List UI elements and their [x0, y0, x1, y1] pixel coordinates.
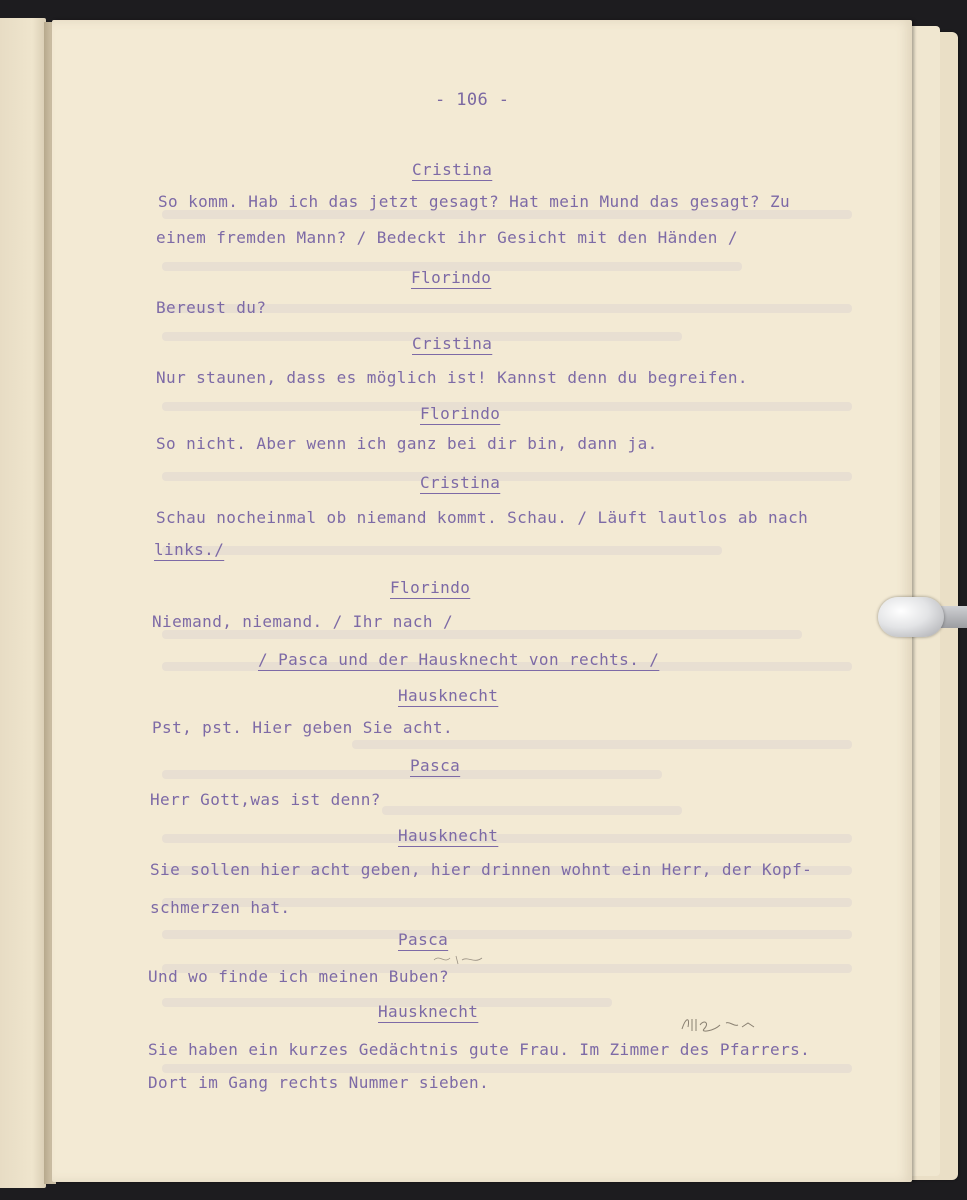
speaker-name: Florindo: [411, 268, 492, 287]
speaker-name: Pasca: [410, 756, 461, 775]
paper-clip: [878, 597, 967, 637]
facing-page-edge: [0, 18, 46, 1188]
pencil-annotation: [432, 952, 484, 966]
dialogue-line: einem fremden Mann? / Bedeckt ihr Gesicht mit den Händen /: [156, 228, 738, 247]
speaker-name: Cristina: [420, 473, 501, 492]
dialogue-line: Sie sollen hier acht geben, hier drinnen wohnt ein Herr, der Kopf-: [150, 860, 813, 879]
dialogue-line: links./: [154, 540, 225, 559]
speaker-name: Hausknecht: [398, 826, 499, 845]
dialogue-line: Bereust du?: [156, 298, 267, 317]
speaker-name: Hausknecht: [378, 1002, 479, 1021]
speaker-name: Cristina: [412, 160, 493, 179]
speaker-name: Pasca: [398, 930, 449, 949]
dialogue-line: Schau nocheinmal ob niemand kommt. Schau. / Läuft lautlos ab nach: [156, 508, 809, 527]
dialogue-line: schmerzen hat.: [150, 898, 291, 917]
dialogue-line: Pst, pst. Hier geben Sie acht.: [152, 718, 453, 737]
speaker-name: Hausknecht: [398, 686, 499, 705]
dialogue-line: Dort im Gang rechts Nummer sieben.: [148, 1073, 490, 1092]
dialogue-line: Und wo finde ich meinen Buben?: [148, 967, 449, 986]
dialogue-line: So nicht. Aber wenn ich ganz bei dir bin, dann ja.: [156, 434, 658, 453]
dialogue-line: So komm. Hab ich das jetzt gesagt? Hat mein Mund das gesagt? Zu: [158, 192, 791, 211]
speaker-name: Florindo: [390, 578, 471, 597]
dialogue-line: Herr Gott,was ist denn?: [150, 790, 381, 809]
speaker-name: Cristina: [412, 334, 493, 353]
page-number: - 106 -: [435, 90, 510, 110]
dialogue-line: Sie haben ein kurzes Gedächtnis gute Frau. Im Zimmer des Pfarrers.: [148, 1040, 811, 1059]
dialogue-line: Niemand, niemand. / Ihr nach /: [152, 612, 453, 631]
clip-knob: [878, 597, 944, 637]
speaker-name: Florindo: [420, 404, 501, 423]
stage-direction: / Pasca und der Hausknecht von rechts. /: [258, 650, 660, 669]
pencil-annotation: [680, 1013, 770, 1035]
dialogue-line: Nur staunen, dass es möglich ist! Kannst denn du begreifen.: [156, 368, 748, 387]
